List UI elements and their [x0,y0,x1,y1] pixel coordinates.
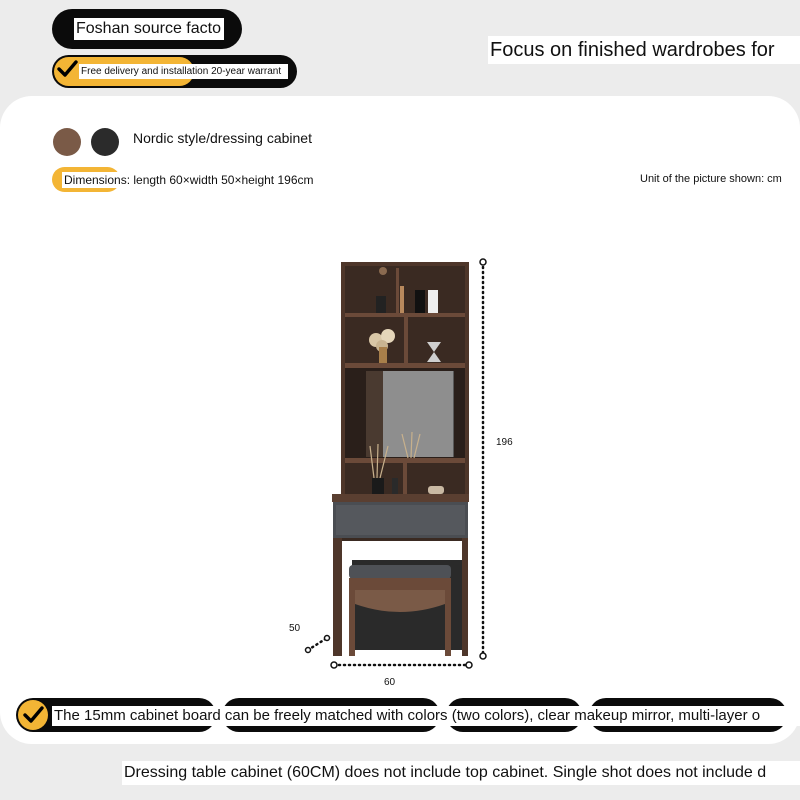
tagline: Focus on finished wardrobes for [488,36,800,64]
product-note: Dressing table cabinet (60CM) does not include top cabinet. Single shot does not include d [122,761,800,785]
checkmark-icon [22,704,44,726]
product-style-label: Nordic style/dressing cabinet [133,130,312,146]
height-measure-label: 196 [496,437,513,448]
dimensions-label: Dimensions: length 60×width 50×height 196cm [64,173,314,187]
factory-label: Foshan source facto [74,18,224,40]
unit-label: Unit of the picture shown: cm [640,173,782,185]
depth-measure-label: 50 [289,623,301,634]
features-text: The 15mm cabinet board can be freely matched with colors (two colors), clear makeup mirror, multi-layer o [52,706,800,726]
width-measure-label: 60 [384,677,396,688]
delivery-label: Free delivery and installation 20-year warrant [79,64,288,79]
